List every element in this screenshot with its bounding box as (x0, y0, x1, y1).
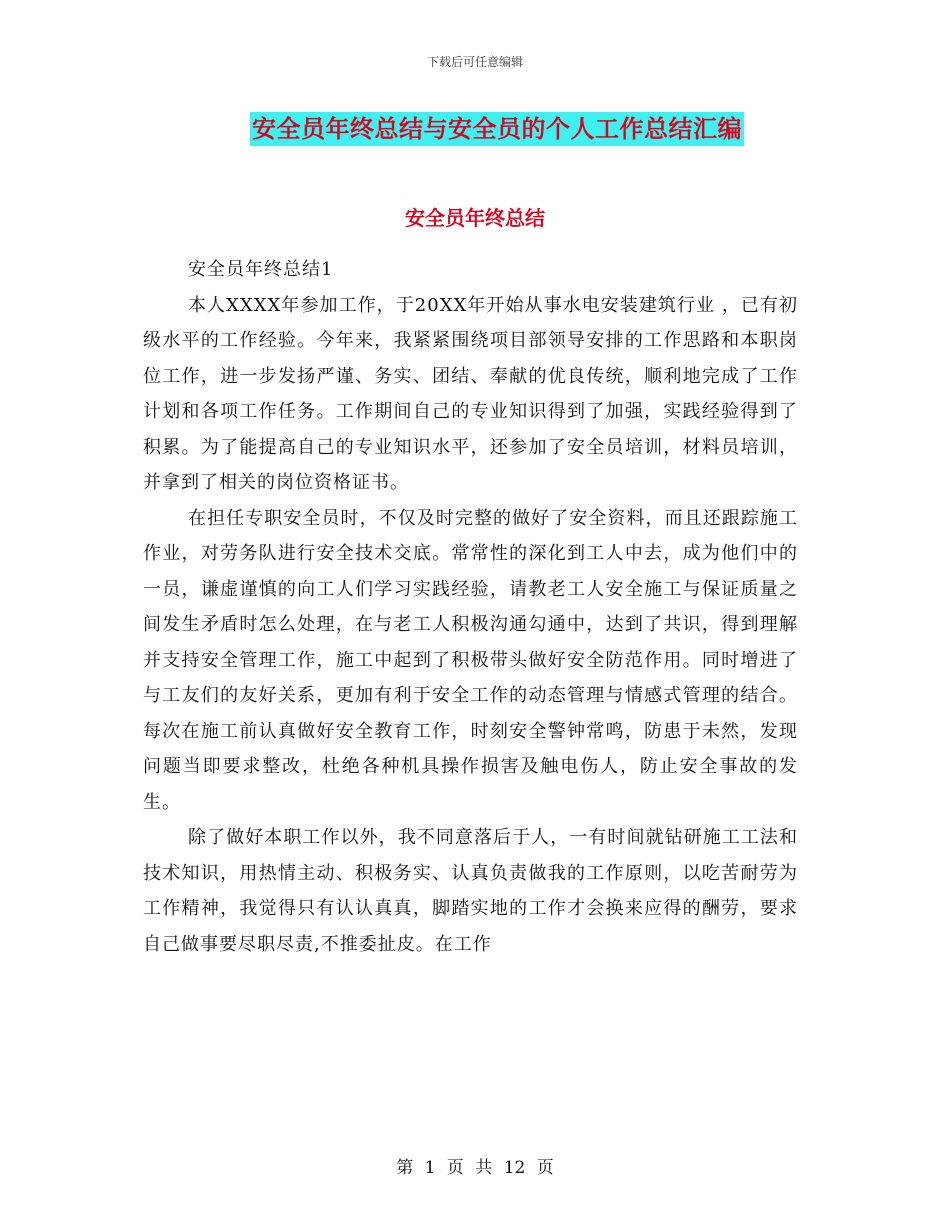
subheading: 安全员年终总结1 (188, 259, 334, 280)
paragraph-1: 本人XXXX年参加工作，于20XX年开始从事水电安装建筑行业 ，已有初级水平的工作经验。今年来，我紧紧围绕项目部领导安排的工作思路和本职岗位工作，进一步发扬严谨、务实、团结、奉献的优良传统，顺利地完成了工作计划和各项工作任务。工作期间自己的专业知识得到了加强，实践经验得到了积累。为了能提高自己的专业知识水平，还参加了安全员培训，材料员培训，并拿到了相关的岗位资格证书。 (143, 294, 798, 493)
document-body (143, 252, 798, 962)
section-title: 安全员年终总结 (405, 206, 545, 230)
main-title: 安全员年终总结与安全员的个人工作总结汇编 (250, 112, 744, 146)
paragraph-3: 除了做好本职工作以外，我不同意落后于人，一有时间就钻研施工工法和技术知识，用热情主动、积极务实、认真负责做我的工作原则，以吃苦耐劳为工作精神，我觉得只有认认真真，脚踏实地的工作才会换来应得的酬劳，要求自己做事要尽职尽责,不推委扯皮。在工作 (143, 827, 798, 955)
paragraph-2: 在担任专职安全员时，不仅及时完整的做好了安全资料，而且还跟踪施工作业，对劳务队进行安全技术交底。常常性的深化到工人中去，成为他们中的一员，谦虚谨慎的向工人们学习实践经验，请教老工人安全施工与保证质量之间发生矛盾时怎么处理，在与老工人积极沟通勾通中，达到了共识，得到理解并支持安全管理工作，施工中起到了积极带头做好安全防范作用。同时增进了与工友们的友好关系，更加有利于安全工作的动态管理与情感式管理的结合。每次在施工前认真做好安全教育工作，时刻安全警钟常鸣，防患于未然，发现问题当即要求整改，杜绝各种机具操作损害及触电伤人，防止安全事故的发生。 (143, 507, 798, 813)
main-title-container (0, 112, 950, 146)
page-number-footer: 第 1 页 共 12 页 (396, 1158, 554, 1178)
header-note: 下载后可任意编辑 (426, 55, 523, 69)
